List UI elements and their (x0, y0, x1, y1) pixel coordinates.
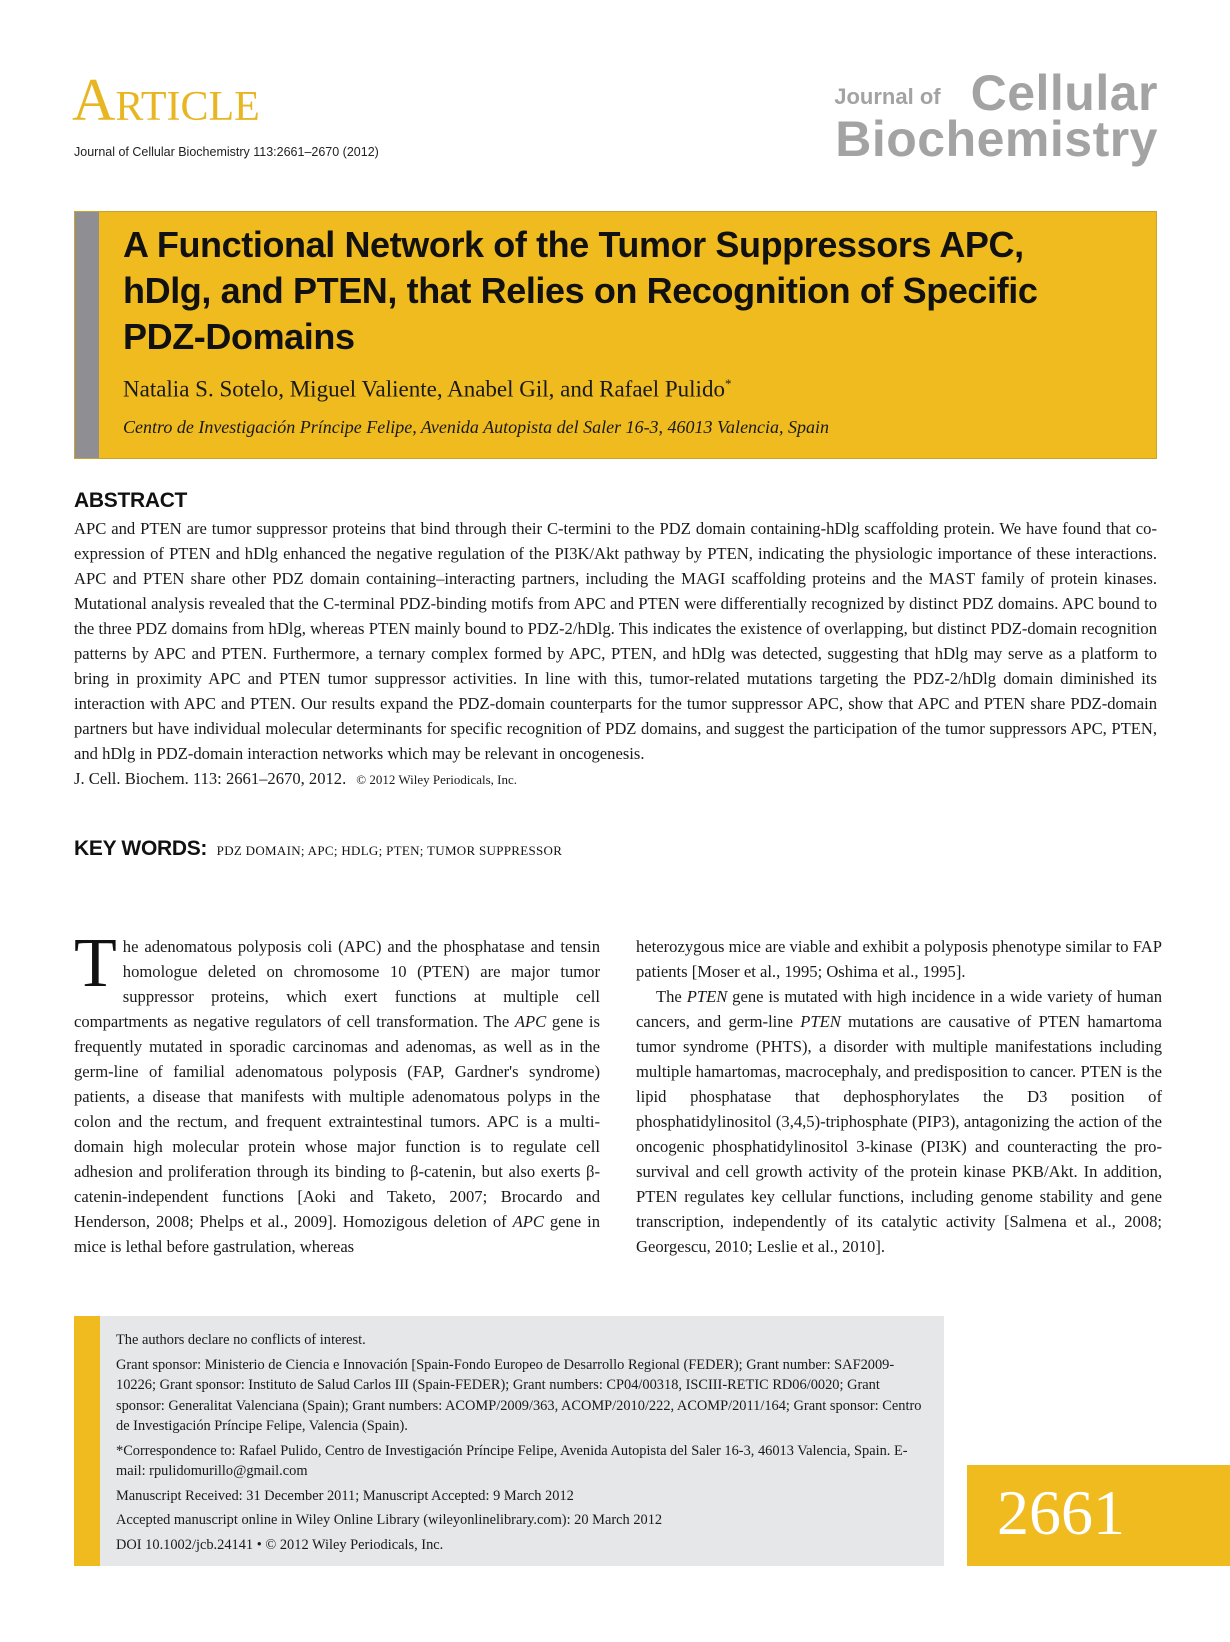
body-text: gene in mice is lethal before gastrulation, whereas (74, 1212, 600, 1256)
page-number-box (967, 1465, 1230, 1566)
body-text: he adenomatous polyposis coli (APC) and the phosphatase and tensin homologue deleted on chromosome 10 (PTEN) are major tumor suppressor proteins, which exert functions at multiple cell compartments as negative regulators of cell transformation. The (74, 937, 600, 1031)
abstract-citation: J. Cell. Biochem. 113: 2661–2670, 2012. (74, 769, 347, 788)
gene-name-italic: APC (512, 1212, 544, 1231)
footnote-box (74, 1316, 944, 1566)
journal-logo-cellular: Cellular (970, 65, 1158, 121)
journal-logo-biochemistry: Biochemistry (835, 111, 1158, 167)
dropcap: T (74, 925, 117, 1002)
author-list (123, 376, 731, 403)
grant-statement: Grant sponsor: Ministerio de Ciencia e Innovación [Spain-Fondo Europeo de Desarrollo Regional (FEDER); Grant number: SAF2009-10226; Grant sponsor: Instituto de Salud Carlos III (Spain-FEDER); Grant numbers: CP04/00318, ISCIII-RETIC RD06/0020; Grant sponsor: Generalitat Valenciana (Spain); Grant numbers: ACOMP/2009/363, ACOMP/2010/222, ACOMP/2011/164; Grant sponsor: Centro de Investigación Príncipe Felipe, Valencia (Spain). (116, 1356, 922, 1434)
correspondence: *Correspondence to: Rafael Pulido, Centro de Investigación Príncipe Felipe, Avenida Autopista del Saler 16-3, 46013 Valencia, Spain. E-mail: rpulidomurillo@gmail.com (116, 1442, 908, 1479)
footnote-accent-bar (74, 1316, 100, 1566)
body-paragraph (74, 925, 600, 1259)
gene-name-italic: PTEN (686, 987, 728, 1006)
page-number: 2661 (997, 1477, 1125, 1548)
title-accent-bar (75, 212, 99, 458)
corresponding-author-mark: * (724, 376, 732, 391)
footnote-content (116, 1330, 926, 1559)
online-date: Accepted manuscript online in Wiley Online Library (wileyonlinelibrary.com): 20 March 2012 (116, 1512, 663, 1528)
body-text: The (656, 987, 687, 1006)
manuscript-dates: Manuscript Received: 31 December 2011; Manuscript Accepted: 9 March 2012 (116, 1487, 574, 1504)
article-label: Article (72, 67, 260, 133)
paper-title: A Functional Network of the Tumor Suppressors APC, hDlg, and PTEN, that Relies on Recognition of Specific PDZ-Domains (123, 224, 1038, 357)
title-block (74, 211, 1157, 459)
gene-name-italic: PTEN (800, 1012, 841, 1031)
abstract-text: APC and PTEN are tumor suppressor proteins that bind through their C-termini to the PDZ domain containing-hDlg scaffolding protein. We have found that co-expression of PTEN and hDlg enhanced the negative regulation of the PI3K/Akt pathway by PTEN, indicating the physiologic importance of these interactions. APC and PTEN share other PDZ domain containing–interacting partners, including the MAGI scaffolding proteins and the MAST family of protein kinases. Mutational analysis revealed that the C-terminal PDZ-binding motifs from APC and PTEN were differentially recognized by distinct PDZ domains. APC bound to the three PDZ domains from hDlg, whereas PTEN mainly bound to PDZ-2/hDlg. This indicates the existence of overlapping, but distinct PDZ-domain recognition patterns by APC and PTEN. Furthermore, a ternary complex formed by APC, PTEN, and hDlg was detected, suggesting that hDlg may serve as a platform to bring in proximity APC and PTEN tumor suppressor activities. In line with this, tumor-related mutations targeting the PDZ-2/hDlg domain diminished its interaction with APC and PTEN. Our results expand the PDZ-domain counterparts for the tumor suppressor APC, show that APC and PTEN share PDZ-domain partners but have individual molecular determinants for specific recognition of PDZ domains, and suggest the participation of the tumor suppressors APC, PTEN, and hDlg in PDZ-domain interaction networks which may be relevant in oncogenesis. (74, 519, 1157, 763)
authors-text: Natalia S. Sotelo, Miguel Valiente, Anabel Gil, and Rafael Pulido (123, 376, 725, 402)
body-paragraph (636, 984, 1162, 1259)
gene-name-italic: APC (514, 1012, 547, 1031)
affiliation: Centro de Investigación Príncipe Felipe, Avenida Autopista del Saler 16-3, 46013 Valencia, Spain (123, 417, 830, 437)
keywords-label: KEY WORDS: (74, 837, 208, 860)
conflict-statement: The authors declare no conflicts of interest. (116, 1332, 366, 1348)
body-column-right (636, 934, 1162, 1259)
abstract-heading: ABSTRACT (74, 489, 188, 512)
journal-logo-journal-of: Journal of (834, 84, 941, 109)
abstract-body (74, 516, 1157, 792)
body-text: mutations are causative of PTEN hamartoma tumor syndrome (PHTS), a disorder with multiple manifestations including multiple hamartomas, macrocephaly, and predisposition to cancer. PTEN is the lipid phosphatase that dephosphorylates the D3 position of phosphatidylinositol (3,4,5)-triphosphate (PIP3), antagonizing the action of the oncogenic phosphatidylinositol 3-kinase (PI3K) and counteracting the pro-survival and cell growth activity of the protein kinase PKB/Akt. In addition, PTEN regulates key cellular functions, including genome stability and gene transcription, independently of its catalytic activity [Salmena et al., 2008; Georgescu, 2010; Leslie et al., 2010]. (636, 1012, 1163, 1256)
journal-citation: Journal of Cellular Biochemistry 113:2661–2670 (2012) (74, 145, 379, 159)
doi: DOI 10.1002/jcb.24141 • © 2012 Wiley Periodicals, Inc. (116, 1536, 444, 1553)
abstract-citation-line (74, 766, 1157, 792)
body-text: gene is frequently mutated in sporadic carcinomas and adenomas, as well as in the germ-line of familial adenomatous polyposis (FAP, Gardner's syndrome) patients, a disease that manifests with multiple adenomatous polyps in the colon and the rectum, and frequent extraintestinal tumors. APC is a multi-domain high molecular protein whose major function is to regulate cell adhesion and proliferation through its binding to β-catenin, but also exerts β-catenin-independent functions [Aoki and Taketo, 2007; Brocardo and Henderson, 2008; Phelps et al., 2009]. Homozigous deletion of (74, 1012, 600, 1231)
abstract-copyright: © 2012 Wiley Periodicals, Inc. (356, 772, 517, 787)
journal-logo (834, 65, 1158, 167)
body-text: gene is mutated with high incidence in a wide variety of human cancers, and germ-line (636, 987, 1162, 1031)
keywords (74, 837, 562, 861)
body-column-left (74, 925, 600, 1259)
body-paragraph: heterozygous mice are viable and exhibit a polyposis phenotype similar to FAP patients [Moser et al., 1995; Oshima et al., 1995]. (636, 937, 1162, 981)
keywords-list: PDZ DOMAIN; APC; HDLG; PTEN; TUMOR SUPPRESSOR (216, 843, 563, 858)
